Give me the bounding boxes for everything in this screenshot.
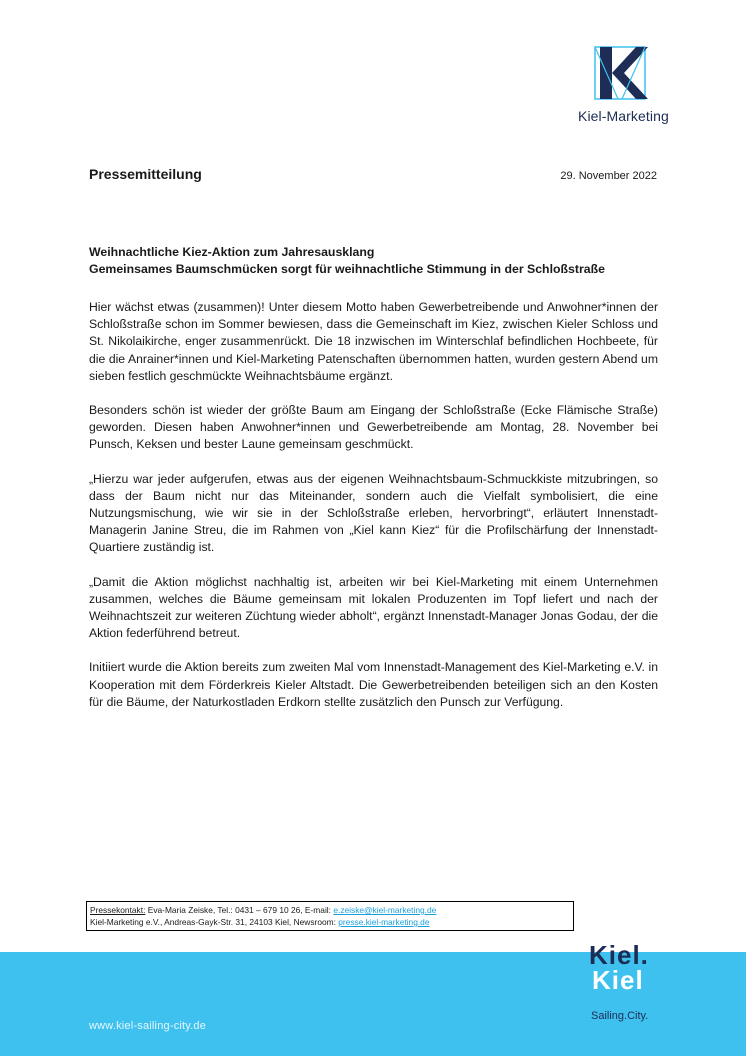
paragraph: „Damit die Aktion möglichst nachhaltig ist, arbeiten wir bei Kiel-Marketing mit einem Unternehmen zusammen, welches die Bäume gemeinsam mit lokalen Produzenten im Topf liefert und nach der Weihnachtszeit zur weiteren Züchtung wieder abholt“, ergänzt Innenstadt-Manager Jonas Godau, der die Aktion federführend betreut. [89, 574, 658, 641]
slogan: Sailing.City. [591, 1010, 649, 1022]
paragraph: „Hierzu war jeder aufgerufen, etwas aus der eigenen Weihnachtsbaum-Schmuckkiste mitzubringen, so dass der Baum nicht nur das Miteinander, sondern auch die Vielfalt symbolisiert, die eine Nutzungsmischung, wie wir sie in der Schloßstraße erleben, hervorbringt“, erläutert Innenstadt-Managerin Janine Streu, die im Rahmen von „Kiel kann Kiez“ für die Profilschärfung der Innenstadt-Quartiere zuständig ist. [89, 471, 658, 555]
contact-line-1 [90, 904, 570, 916]
press-contact-box [86, 901, 574, 931]
kiel-logo-text: Kiel. [589, 940, 649, 970]
kiel-marketing-logo [578, 44, 678, 124]
contact-label: Pressekontakt: [90, 905, 146, 915]
headline-line-1: Weihnachtliche Kiez-Aktion zum Jahresausklang [89, 245, 375, 259]
document-date: 29. November 2022 [560, 170, 657, 182]
paragraph: Initiiert wurde die Aktion bereits zum zweiten Mal vom Innenstadt-Management des Kiel-Marketing e.V. in Kooperation mit dem Förderkreis Kieler Altstadt. Die Gewerbetreibenden beteiligen sich an den Kosten für die Bäume, der Naturkostladen Erdkorn stellte zusätzlich den Punsch zur Verfügung. [89, 660, 658, 709]
kiel-marketing-k-icon [592, 44, 648, 102]
kiel-sailing-city-logo [589, 942, 679, 1022]
email-link[interactable]: e.zeiske@kiel-marketing.de [333, 905, 437, 915]
contact-line-2 [90, 916, 570, 928]
footer-url[interactable]: www.kiel-sailing-city.de [89, 1020, 207, 1032]
body-text [89, 299, 658, 728]
paragraph: Besonders schön ist wieder der größte Baum am Eingang der Schloßstraße (Ecke Flämische Straße) geworden. Diesen haben Anwohner*innen und Gewerbetreibende am Montag, 28. November bei Punsch, Keksen und bester Laune gemeinsam geschmückt. [89, 403, 658, 452]
brand-name: Kiel-Marketing [578, 108, 669, 124]
paragraph: Hier wächst etwas (zusammen)! Unter diesem Motto haben Gewerbetreibende und Anwohner*innen der Schloßstraße schon im Sommer bewiesen, dass die Gemeinschaft im Kiez, zwischen Kieler Schloss und St. Nikolaikirche, enger zusammenrückt. Die 18 inzwischen im Winterschlaf befindlichen Hochbeete, für die die Anrainer*innen und Kiel-Marketing Patenschaften übernommen hatten, wurden gestern Abend um sieben festlich geschmückte Weihnachtsbäume ergänzt. [89, 300, 658, 383]
kiel-logo-mirror-text: Kiel [592, 965, 644, 995]
newsroom-link[interactable]: presse.kiel-marketing.de [338, 917, 430, 927]
headline [89, 244, 659, 278]
document-title: Pressemitteilung [89, 166, 202, 182]
contact-address: Kiel-Marketing e.V., Andreas-Gayk-Str. 31, 24103 Kiel, Newsroom: [90, 917, 339, 927]
contact-details: Eva-Maria Zeiske, Tel.: 0431 – 679 10 26, E-mail: [145, 905, 334, 915]
headline-line-2: Gemeinsames Baumschmücken sorgt für weihnachtliche Stimmung in der Schloßstraße [89, 262, 605, 276]
